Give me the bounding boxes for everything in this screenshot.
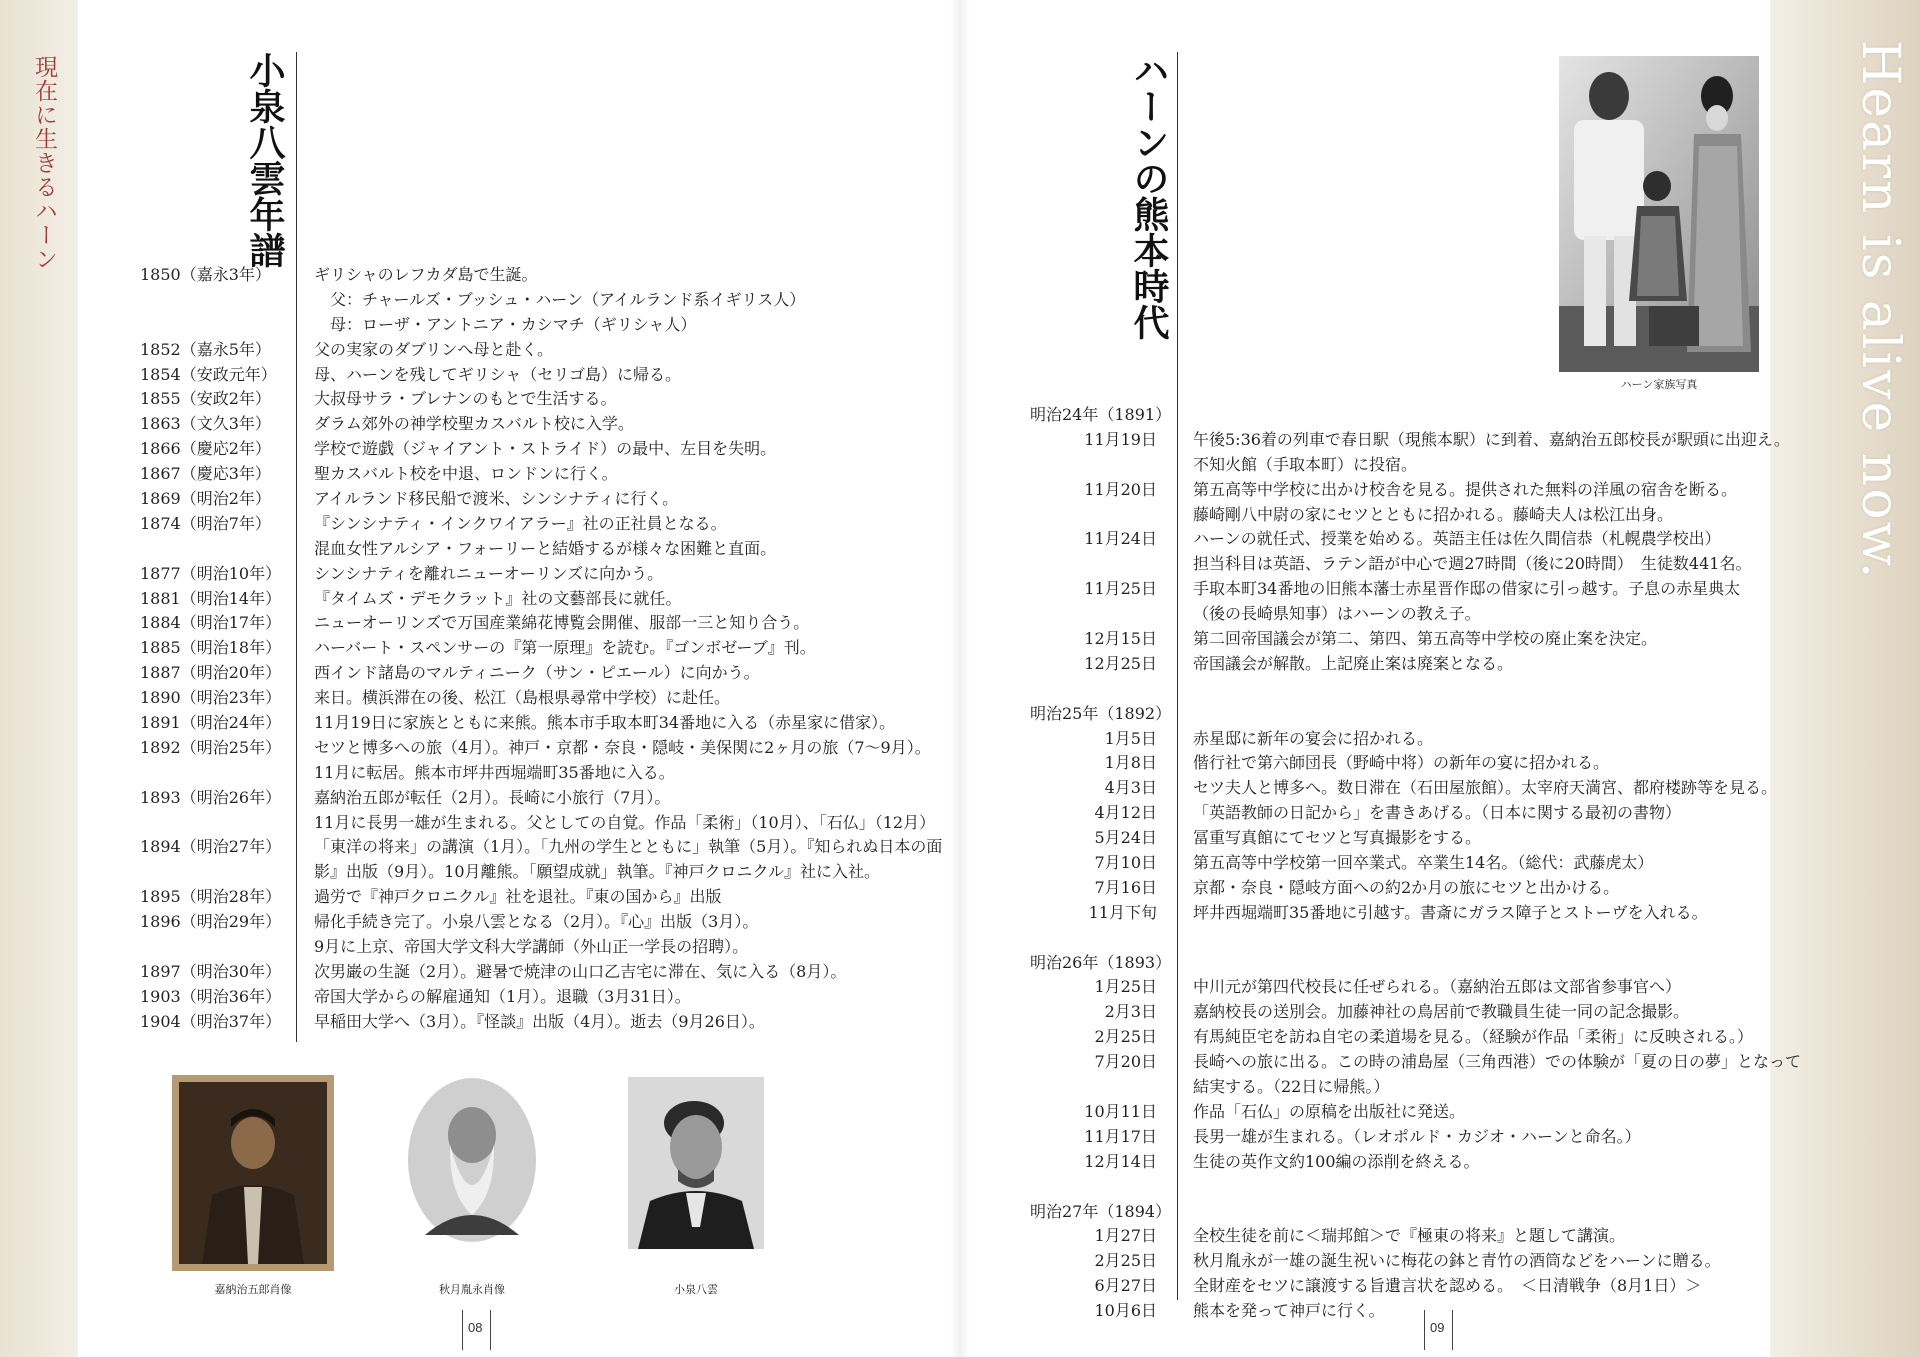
chronology-text: 過労で『神戸クロニクル』社を退社。『東の国から』出版 [314, 887, 722, 907]
chronology-year: 1855（安政2年） [140, 389, 271, 409]
chronology-row [140, 462, 920, 487]
kumamoto-row [1030, 577, 1790, 602]
chronology-text: 影』出版（9月）。10月離熊。「願望成就」執筆。『神戸クロニクル』社に入社。 [314, 862, 881, 882]
chronology-list [140, 263, 943, 1035]
chronology-text: 母、ハーンを残してギリシャ（セリゴ島）に帰る。 [314, 364, 682, 384]
kumamoto-text: （後の長崎県知事）はハーンの教え子。 [1193, 604, 1481, 624]
chronology-text: アイルランド移民船で渡米、シンシナティに行く。 [314, 489, 679, 509]
kumamoto-text: 赤星邸に新年の宴会に招かれる。 [1193, 728, 1434, 748]
kumamoto-date: 11月20日 [1084, 479, 1157, 499]
kumamoto-row [1030, 1150, 1790, 1175]
chronology-text: 「東洋の将来」の講演（1月）。「九州の学生とともに」執筆（5月）。『知られぬ日本の面 [314, 837, 943, 857]
kumamoto-date: 11月25日 [1084, 579, 1157, 599]
kumamoto-text: 京都・奈良・隠岐方面への約2か月の旅にセツと出かける。 [1193, 877, 1620, 897]
kumamoto-text: 冨重写真館にてセツと写真撮影をする。 [1193, 828, 1482, 848]
chronology-text: 11月に長男一雄が生まれる。父としての自覚。作品「柔術」（10月）、「石仏」（12月） [314, 812, 936, 832]
chronology-text: ギリシャのレフカダ島で生誕。 [314, 265, 538, 284]
kumamoto-row [1030, 403, 1790, 428]
kumamoto-text: 熊本を発って神戸に行く。 [1193, 1301, 1385, 1321]
kumamoto-row [1030, 1125, 1790, 1150]
chronology-year: 1893（明治26年） [140, 787, 282, 807]
chronology-row [140, 711, 920, 736]
chronology-year: 1896（明治29年） [140, 912, 282, 932]
kumamoto-row [1030, 1224, 1790, 1249]
chronology-text: 9月に上京、帝国大学文科大学講師（外山正一学長の招聘）。 [314, 937, 749, 957]
left-page-number: 08 [468, 1320, 483, 1335]
kumamoto-row [1030, 677, 1790, 702]
kumamoto-text: 第二回帝国議会が第二、第四、第五高等中学校の廃止案を決定。 [1193, 629, 1658, 649]
kumamoto-date: 11月24日 [1084, 529, 1157, 549]
chronology-year: 1854（安政元年） [140, 364, 277, 384]
chronology-text: 次男巌の生誕（2月）。避暑で焼津の山口乙吉宅に滞在、気に入る（8月）。 [314, 961, 847, 981]
kano-caption: 嘉納治五郎肖像 [214, 1283, 292, 1296]
chronology-text: 学校で遊戯（ジャイアント・ストライド）の最中、左目を失明。 [314, 439, 777, 459]
kumamoto-text: ハーンの就任式、授業を始める。英語主任は佐久間信恭（札幌農学校出） [1193, 529, 1721, 549]
kumamoto-text: 担当科目は英語、ラテン語が中心で週27時間（後に20時間） 生徒数441名。 [1193, 554, 1752, 574]
kumamoto-date: 11月19日 [1084, 429, 1157, 449]
right-page-title: ハーンの熊本時代 [1128, 52, 1170, 340]
chronology-year: 1892（明治25年） [140, 737, 282, 757]
chronology-text: 『タイムズ・デモクラット』社の文藝部長に就任。 [314, 588, 682, 608]
kumamoto-row [1030, 1200, 1790, 1225]
chronology-row [140, 636, 920, 661]
kumamoto-row [1030, 751, 1790, 776]
chronology-text: ハーバート・スペンサーの『第一原理』を読む。『ゴンボゼーブ』刊。 [314, 638, 816, 658]
kumamoto-text: 秋月胤永が一雄の誕生祝いに梅花の鉢と青竹の酒筒などをハーンに贈る。 [1193, 1251, 1721, 1271]
kumamoto-era-heading: 明治24年（1891） [1030, 405, 1172, 424]
kumamoto-date: 10月6日 [1094, 1301, 1157, 1321]
chronology-row [140, 412, 920, 437]
chronology-row [140, 437, 920, 462]
chronology-row [140, 960, 920, 985]
kumamoto-row [1030, 428, 1790, 453]
kumamoto-row [1030, 1100, 1790, 1125]
kumamoto-text: 作品「石仏」の原稿を出版社に発送。 [1193, 1101, 1466, 1121]
kumamoto-text: 坪井西堀端町35番地に引越す。書斎にガラス障子とストーヴを入れる。 [1193, 902, 1708, 922]
chronology-row [140, 363, 920, 388]
kumamoto-text: セツ夫人と博多へ。数日滞在（石田屋旅館）。太宰府天満宮、都府楼跡等を見る。 [1193, 778, 1778, 798]
right-page-number-rule-b [1452, 1310, 1453, 1350]
chronology-row [140, 611, 920, 636]
chronology-row [140, 263, 920, 288]
kumamoto-date: 11月下旬 [1088, 902, 1157, 922]
koizumi-caption: 小泉八雲 [674, 1283, 718, 1296]
kumamoto-row [1030, 702, 1790, 727]
chronology-row [140, 786, 920, 811]
chronology-year: 1852（嘉永5年） [140, 339, 271, 359]
koizumi-portrait-image [628, 1077, 764, 1249]
chronology-row [140, 587, 920, 612]
chronology-text: 11月19日に家族とともに来熊。熊本市手取本町34番地に入る（赤星家に借家）。 [314, 713, 896, 733]
kumamoto-row [1030, 1000, 1790, 1025]
kumamoto-text: 長崎への旅に出る。この時の浦島屋（三角西港）での体験が「夏の日の夢」となって [1193, 1052, 1802, 1072]
kumamoto-text: 全校生徒を前に＜瑞邦館＞で『極東の将来』と題して講演。 [1193, 1226, 1626, 1246]
chronology-row [140, 835, 943, 860]
kumamoto-date: 12月25日 [1084, 653, 1157, 673]
chronology-text: 西インド諸島のマルティニーク（サン・ピエール）に向かう。 [314, 663, 760, 683]
kumamoto-date: 7月10日 [1094, 853, 1157, 873]
chronology-text: シンシナティを離れニューオーリンズに向かう。 [314, 563, 664, 583]
chronology-year: 1894（明治27年） [140, 837, 282, 857]
kumamoto-era-heading: 明治27年（1894） [1030, 1201, 1172, 1221]
kumamoto-text: 全財産をセツに譲渡する旨遺言状を認める。 ＜日清戦争（8月1日）＞ [1193, 1276, 1702, 1296]
kumamoto-text: 中川元が第四代校長に任ぜられる。（嘉納治五郎は文部省参事官へ） [1193, 977, 1682, 997]
kumamoto-text: 「英語教師の日記から」を書きあげる。（日本に関する最初の書物） [1193, 803, 1682, 823]
kumamoto-date: 1月27日 [1094, 1226, 1157, 1246]
kumamoto-date: 10月11日 [1084, 1101, 1157, 1121]
chronology-year: 1867（慶応3年） [140, 464, 271, 484]
chronology-text: ダラム郊外の神学校聖カスバルト校に入学。 [314, 414, 634, 434]
chronology-text: セツと博多への旅（4月）。神戸・京都・奈良・隠岐・美保関に2ヶ月の旅（7〜9月）。 [314, 737, 931, 757]
chronology-row [140, 487, 920, 512]
kumamoto-row [1030, 727, 1790, 752]
kumamoto-row [1030, 627, 1790, 652]
chronology-year: 1884（明治17年） [140, 613, 282, 633]
left-page-title: 小泉八雲年譜 [244, 52, 286, 268]
kumamoto-date: 2月3日 [1104, 1002, 1157, 1022]
chronology-text: 父の実家のダブリンへ母と赴く。 [314, 339, 554, 359]
chronology-year: 1877（明治10年） [140, 563, 282, 583]
kumamoto-text: 嘉納校長の送別会。加藤神社の鳥居前で教職員生徒一同の記念撮影。 [1193, 1002, 1690, 1022]
chronology-text: 聖カスバルト校を中退、ロンドンに行く。 [314, 464, 618, 484]
chronology-text: 『シンシナティ・インクワイアラー』社の正社員となる。 [314, 513, 727, 533]
right-page-number: 09 [1430, 1320, 1445, 1335]
koizumi-portrait [628, 1077, 764, 1249]
kumamoto-row [1030, 901, 1790, 926]
kumamoto-row [1030, 926, 1790, 951]
kumamoto-date: 4月12日 [1094, 803, 1157, 823]
chronology-row [140, 811, 936, 836]
side-label-en: Hearn is alive now. [1850, 40, 1910, 581]
kumamoto-date: 11月17日 [1084, 1126, 1157, 1146]
kumamoto-text: 生徒の英作文約100編の添削を終える。 [1193, 1151, 1480, 1171]
chronology-text: 嘉納治五郎が転任（2月）。長崎に小旅行（7月）。 [314, 787, 671, 807]
kumamoto-row [1030, 1249, 1790, 1274]
akizuki-caption: 秋月胤永肖像 [439, 1283, 505, 1296]
chronology-row [140, 1010, 920, 1035]
chronology-text: 父：チャールズ・ブッシュ・ハーン（アイルランド系イギリス人） [314, 289, 806, 309]
kumamoto-era-heading: 明治26年（1893） [1030, 952, 1172, 972]
chronology-row [140, 736, 931, 761]
kumamoto-row [1030, 503, 1790, 528]
kumamoto-era-heading: 明治25年（1892） [1030, 703, 1172, 723]
kumamoto-row [1030, 1025, 1790, 1050]
chronology-year: 1895（明治28年） [140, 887, 282, 907]
chronology-year: 1866（慶応2年） [140, 439, 271, 459]
kumamoto-row [1030, 1075, 1790, 1100]
chronology-text: 混血女性アルシア・フォーリーと結婚するが様々な困難と直面。 [314, 538, 777, 558]
chronology-year: 1874（明治7年） [140, 513, 271, 533]
chronology-year: 1891（明治24年） [140, 713, 282, 733]
kumamoto-date: 1月25日 [1094, 977, 1157, 997]
family-photo-caption: ハーン家族写真 [1620, 378, 1698, 391]
chronology-row [140, 985, 920, 1010]
chronology-year: 1887（明治20年） [140, 663, 282, 683]
kumamoto-date: 12月14日 [1084, 1151, 1157, 1171]
chronology-row [140, 537, 920, 562]
akizuki-portrait-image [405, 1075, 539, 1245]
kumamoto-text: 手取本町34番地の旧熊本藩士赤星晋作邸の借家に引っ越す。子息の赤星典太 [1193, 579, 1741, 599]
kumamoto-date: 5月24日 [1094, 828, 1157, 848]
kumamoto-chronology-list [1030, 403, 1802, 1324]
chronology-text: 大叔母サラ・ブレナンのもとで生活する。 [314, 389, 617, 409]
family-photo-image [1559, 56, 1759, 372]
kumamoto-row [1030, 652, 1790, 677]
kumamoto-date: 4月3日 [1104, 778, 1157, 798]
chronology-row [140, 885, 920, 910]
kumamoto-row [1030, 527, 1790, 552]
kumamoto-text: 第五高等中学校に出かけ校舎を見る。提供された無料の洋風の宿舎を断る。 [1193, 479, 1738, 499]
kumamoto-row [1030, 1175, 1790, 1200]
chronology-text: 帝国大学からの解雇通知（1月）。退職（3月31日）。 [314, 986, 691, 1006]
kumamoto-text: 午後5:36着の列車で春日駅（現熊本駅）に到着、嘉納治五郎校長が駅頭に出迎え。 [1193, 429, 1790, 449]
chronology-row [140, 661, 920, 686]
kumamoto-row [1030, 478, 1790, 503]
kumamoto-text: 結実する。（22日に帰熊。） [1193, 1077, 1390, 1097]
chronology-row [140, 910, 920, 935]
chronology-row [140, 686, 920, 711]
kumamoto-date: 6月27日 [1094, 1276, 1157, 1296]
chronology-row [140, 512, 920, 537]
kumamoto-date: 7月20日 [1094, 1052, 1157, 1072]
chronology-row [140, 935, 920, 960]
chronology-row [140, 338, 920, 363]
chronology-row [140, 860, 920, 885]
chronology-row [140, 761, 920, 786]
kumamoto-date: 1月8日 [1104, 753, 1157, 773]
chronology-year: 1904（明治37年） [140, 1011, 282, 1031]
kumamoto-row [1030, 552, 1790, 577]
chronology-year: 1850（嘉永3年） [140, 265, 271, 284]
chronology-year: 1881（明治14年） [140, 588, 282, 608]
chronology-year: 1863（文久3年） [140, 414, 271, 434]
kumamoto-row [1030, 851, 1790, 876]
kumamoto-row [1030, 776, 1790, 801]
book-gutter [950, 0, 970, 1357]
kano-portrait-image [172, 1075, 334, 1271]
kumamoto-row [1030, 975, 1790, 1000]
chronology-year: 1885（明治18年） [140, 638, 282, 658]
kumamoto-date: 12月15日 [1084, 629, 1157, 649]
kumamoto-text: 不知火館（手取本町）に投宿。 [1193, 454, 1418, 474]
kumamoto-row [1030, 453, 1790, 478]
chronology-text: 11月に転居。熊本市坪井西堀端町35番地に入る。 [314, 762, 675, 782]
kumamoto-date: 1月5日 [1104, 728, 1157, 748]
chronology-year: 1890（明治23年） [140, 688, 282, 708]
chronology-text: 母：ローザ・アントニア・カシマチ（ギリシャ人） [314, 314, 697, 334]
chronology-year: 1903（明治36年） [140, 986, 282, 1006]
kumamoto-date: 2月25日 [1094, 1027, 1157, 1047]
kumamoto-row [1030, 951, 1790, 976]
kumamoto-row [1030, 801, 1790, 826]
kano-portrait [172, 1075, 334, 1271]
kumamoto-row [1030, 826, 1790, 851]
chronology-text: 来日。横浜滞在の後、松江（島根県尋常中学校）に赴任。 [314, 688, 731, 708]
chronology-year: 1897（明治30年） [140, 961, 282, 981]
side-label-jp: 現在に生きるハーン [31, 55, 57, 271]
kumamoto-text: 帝国議会が解散。上記廃止案は廃案となる。 [1193, 653, 1514, 673]
akizuki-portrait [405, 1075, 539, 1245]
chronology-row [140, 288, 920, 313]
left-page-number-rule-b [490, 1310, 491, 1350]
chronology-row [140, 313, 920, 338]
kumamoto-text: 長男一雄が生まれる。（レオポルド・カジオ・ハーンと命名。） [1193, 1126, 1641, 1146]
chronology-text: ニューオーリンズで万国産業綿花博覧会開催、服部一三と知り合う。 [314, 613, 810, 633]
chronology-row [140, 387, 920, 412]
right-page-number-rule-a [1424, 1310, 1425, 1350]
kumamoto-row [1030, 1050, 1802, 1075]
kumamoto-row [1030, 876, 1790, 901]
kumamoto-row [1030, 602, 1790, 627]
kumamoto-text: 第五高等中学校第一回卒業式。卒業生14名。（総代：武藤虎太） [1193, 853, 1654, 873]
kumamoto-date: 7月16日 [1094, 877, 1157, 897]
family-photo [1559, 56, 1759, 372]
kumamoto-date: 2月25日 [1094, 1251, 1157, 1271]
kumamoto-row [1030, 1299, 1790, 1324]
kumamoto-row [1030, 1274, 1790, 1299]
kumamoto-text: 偕行社で第六師団長（野崎中将）の新年の宴に招かれる。 [1193, 753, 1610, 773]
chronology-text: 帰化手続き完了。小泉八雲となる（2月）。『心』出版（3月）。 [314, 912, 759, 932]
chronology-row [140, 562, 920, 587]
chronology-year: 1869（明治2年） [140, 489, 271, 509]
left-page-number-rule-a [462, 1310, 463, 1350]
kumamoto-text: 藤崎剛八中尉の家にセツとともに招かれる。藤崎夫人は松江出身。 [1193, 504, 1674, 524]
kumamoto-text: 有馬純臣宅を訪ね自宅の柔道場を見る。（経験が作品「柔術」に反映される。） [1193, 1027, 1754, 1047]
chronology-text: 早稲田大学へ（3月）。『怪談』出版（4月）。逝去（9月26日）。 [314, 1011, 765, 1031]
